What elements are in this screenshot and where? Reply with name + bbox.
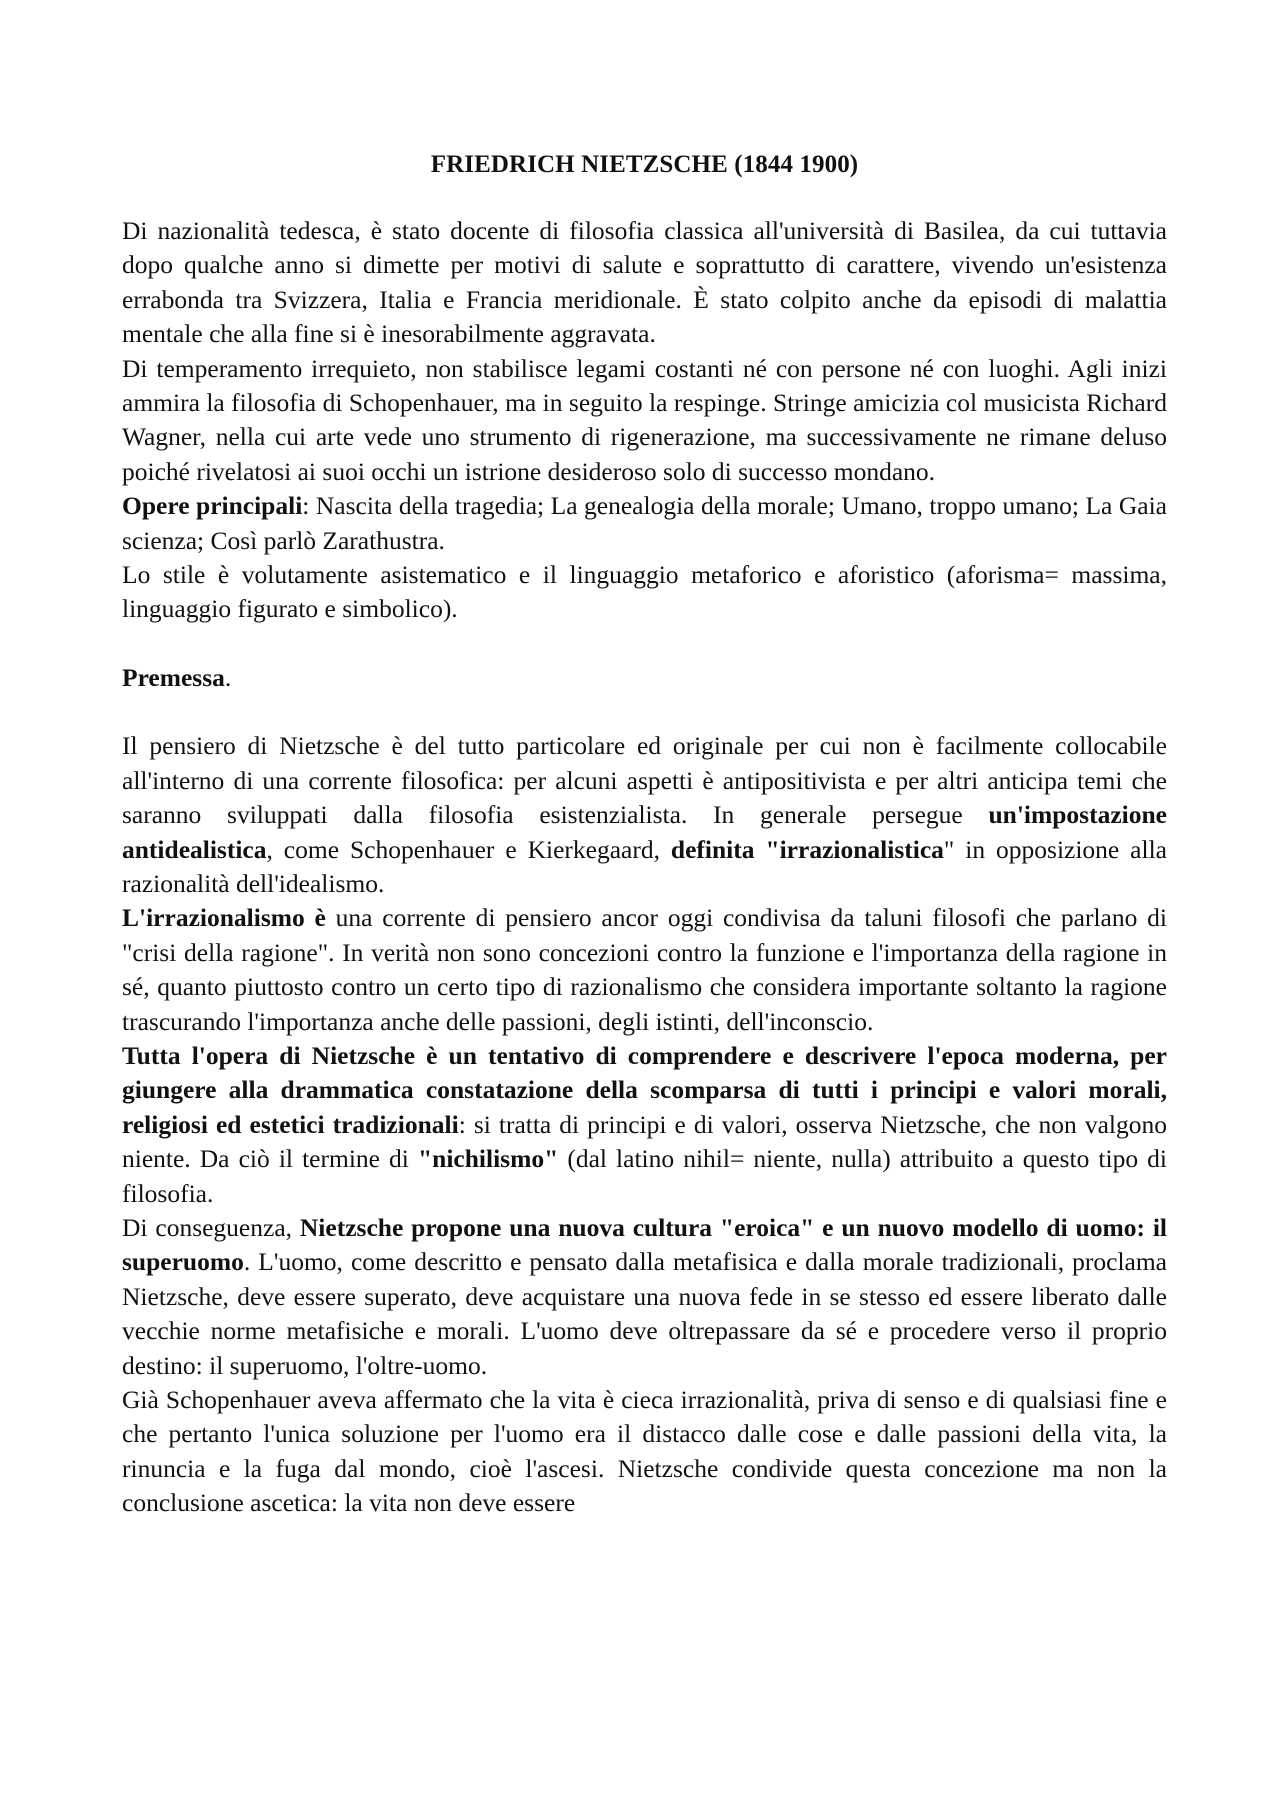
text-run: " in opposizione alla razionalità dell'idealismo. (122, 834, 1167, 898)
bold-run: Nietzsche propone una nuova cultura "eroica" e un nuovo modello di uomo: il superuomo (122, 1212, 1167, 1277)
heading-period: . (224, 662, 232, 692)
paragraph-schopenhauer: Già Schopenhauer aveva affermato che la vita è cieca irrazionalità, priva di senso e di qualsiasi fine e che pertanto l'unica soluzione per l'uomo era il distacco dalle cose e dalle passioni della vita, la rinuncia e la fuga dal mondo, cioè l'ascesi. Nietzsche condivide questa concezione ma non la conclusione ascetica: la vita non deve essere (122, 1385, 1167, 1518)
paragraph-biography: Di nazionalità tedesca, è stato docente di filosofia classica all'università di Basilea, da cui tuttavia dopo qualche anno si dimette per motivi di salute e soprattutto di carattere, vivendo un'esistenza errabonda tra Svizzera, Italia e Francia meridionale. È stato colpito anche da episodi di malattia mentale che alla fine si è inesorabilmente aggravata. (122, 216, 1167, 349)
heading-label: Premessa (122, 662, 225, 692)
paragraph-nihilism (122, 1039, 1167, 1211)
bold-run: Tutta l'opera di Nietzsche è un tentativo di comprendere e descrivere l'epoca moderna, per giungere alla drammatica constatazione della scomparsa di tutti i principi e valori morali, religiosi ed estetici tradizionali (122, 1040, 1167, 1139)
paragraph-works (122, 489, 1167, 558)
text-run: Di conseguenza, (122, 1212, 300, 1242)
document-title: FRIEDRICH NIETZSCHE (1844 1900) (430, 151, 859, 178)
text-run: . L'uomo, come descritto e pensato dalla metafisica e dalla morale tradizionali, proclama Nietzsche, deve essere superato, deve acquistare una nuova fede in se stesso ed essere liberato dalle vecchie norme metafisiche e morali. L'uomo deve oltrepassare da sé e procedere verso il proprio destino: il superuomo, l'oltre-uomo. (122, 1247, 1167, 1380)
text-run: (dal latino nihil= niente, nulla) attribuito a questo tipo di filosofia. (122, 1144, 1167, 1208)
paragraph-irrationalism (122, 901, 1167, 1039)
paragraph-thought (122, 729, 1167, 901)
bold-run: L'irrazionalismo è (122, 903, 326, 933)
works-list: : Nascita della tragedia; La genealogia della morale; Umano, troppo umano; La Gaia scienza; Così parlò Zarathustra. (122, 491, 1167, 555)
text-run: una corrente di pensiero ancor oggi condivisa da taluni filosofi che parlano di "crisi della ragione". In verità non sono concezioni contro la funzione e l'importanza della ragione in sé, quanto piuttosto contro un certo tipo di razionalismo che considera importante soltanto la ragione trascurando l'importanza anche delle passioni, degli istinti, dell'inconscio. (122, 903, 1167, 1036)
document-body (122, 148, 1167, 1521)
bold-run: "nichilismo" (417, 1144, 559, 1174)
text-run: Il pensiero di Nietzsche è del tutto particolare ed originale per cui non è facilmente collocabile all'interno di una corrente filosofica: per alcuni aspetti è antipositivista e per altri anticipa temi che saranno sviluppati dalla filosofia esistenzialista. In generale persegue (122, 731, 1167, 830)
bold-run: un'impostazione antidealistica (122, 800, 1167, 864)
paragraph-style: Lo stile è volutamente asistematico e il linguaggio metaforico e aforistico (aforisma= massima, linguaggio figurato e simbolico). (122, 560, 1167, 624)
paragraph-temperament: Di temperamento irrequieto, non stabilisce legami costanti né con persone né con luoghi. Agli inizi ammira la filosofia di Schopenhauer, ma in seguito la respinge. Stringe amicizia col musicista Richard Wagner, nella cui arte vede uno strumento di rigenerazione, ma successivamente ne rimane deluso poiché rivelatosi ai suoi occhi un istrione desideroso solo di successo mondano. (122, 353, 1167, 486)
bold-run: definita "irrazionalistica (670, 834, 944, 864)
works-label: Opere principali (122, 491, 303, 521)
text-run: : si tratta di principi e di valori, osserva Nietzsche, che non valgono niente. Da ciò il termine di (122, 1109, 1167, 1174)
paragraph-superman (122, 1211, 1167, 1383)
text-run: , come Schopenhauer e Kierkegaard, (266, 834, 671, 864)
section-heading-premessa (122, 661, 1167, 695)
